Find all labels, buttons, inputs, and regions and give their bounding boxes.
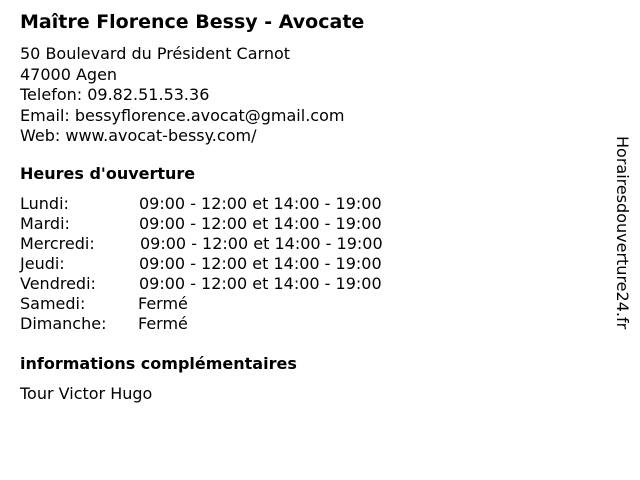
closed-label: Fermé bbox=[138, 314, 188, 333]
site-watermark bbox=[610, 136, 634, 370]
day-label: Lundi: bbox=[20, 194, 69, 213]
day-label: Mercredi: bbox=[20, 234, 95, 253]
contact-block bbox=[20, 44, 344, 147]
hours-row-monday bbox=[20, 194, 440, 214]
website-line: Web: www.avocat-bessy.com/ bbox=[20, 126, 257, 145]
hours-row-thursday bbox=[20, 254, 440, 274]
day-label: Samedi: bbox=[20, 294, 86, 313]
day-label: Jeudi: bbox=[20, 254, 65, 273]
day-label: Dimanche: bbox=[20, 314, 107, 333]
phone-line: Telefon: 09.82.51.53.36 bbox=[20, 85, 210, 104]
additional-info-text: Tour Victor Hugo bbox=[20, 384, 153, 403]
time-range: 09:00 - 12:00 et 14:00 - 19:00 bbox=[140, 234, 383, 253]
email-line: Email: bessyflorence.avocat@gmail.com bbox=[20, 105, 345, 125]
hours-row-sunday bbox=[20, 314, 440, 334]
time-range: 09:00 - 12:00 et 14:00 - 19:00 bbox=[139, 194, 382, 213]
opening-hours-heading: Heures d'ouverture bbox=[20, 164, 196, 183]
closed-label: Fermé bbox=[138, 294, 188, 313]
hours-row-wednesday bbox=[20, 234, 440, 254]
city-postcode: 47000 Agen bbox=[20, 64, 118, 84]
business-name: Maître Florence Bessy - Avocate bbox=[20, 11, 365, 33]
time-range: 09:00 - 12:00 et 14:00 - 19:00 bbox=[139, 274, 382, 293]
hours-row-saturday bbox=[20, 294, 440, 314]
time-range: 09:00 - 12:00 et 14:00 - 19:00 bbox=[139, 214, 382, 233]
hours-row-friday bbox=[20, 274, 440, 294]
street-address: 50 Boulevard du Président Carnot bbox=[20, 44, 291, 63]
additional-info-heading: informations complémentaires bbox=[20, 354, 297, 373]
hours-row-tuesday bbox=[20, 214, 440, 234]
opening-hours-table bbox=[20, 194, 440, 334]
day-label: Vendredi: bbox=[20, 274, 96, 293]
site-watermark-text: Horairesdouverture24.fr bbox=[613, 136, 632, 330]
day-label: Mardi: bbox=[20, 214, 70, 233]
time-range: 09:00 - 12:00 et 14:00 - 19:00 bbox=[139, 254, 382, 273]
